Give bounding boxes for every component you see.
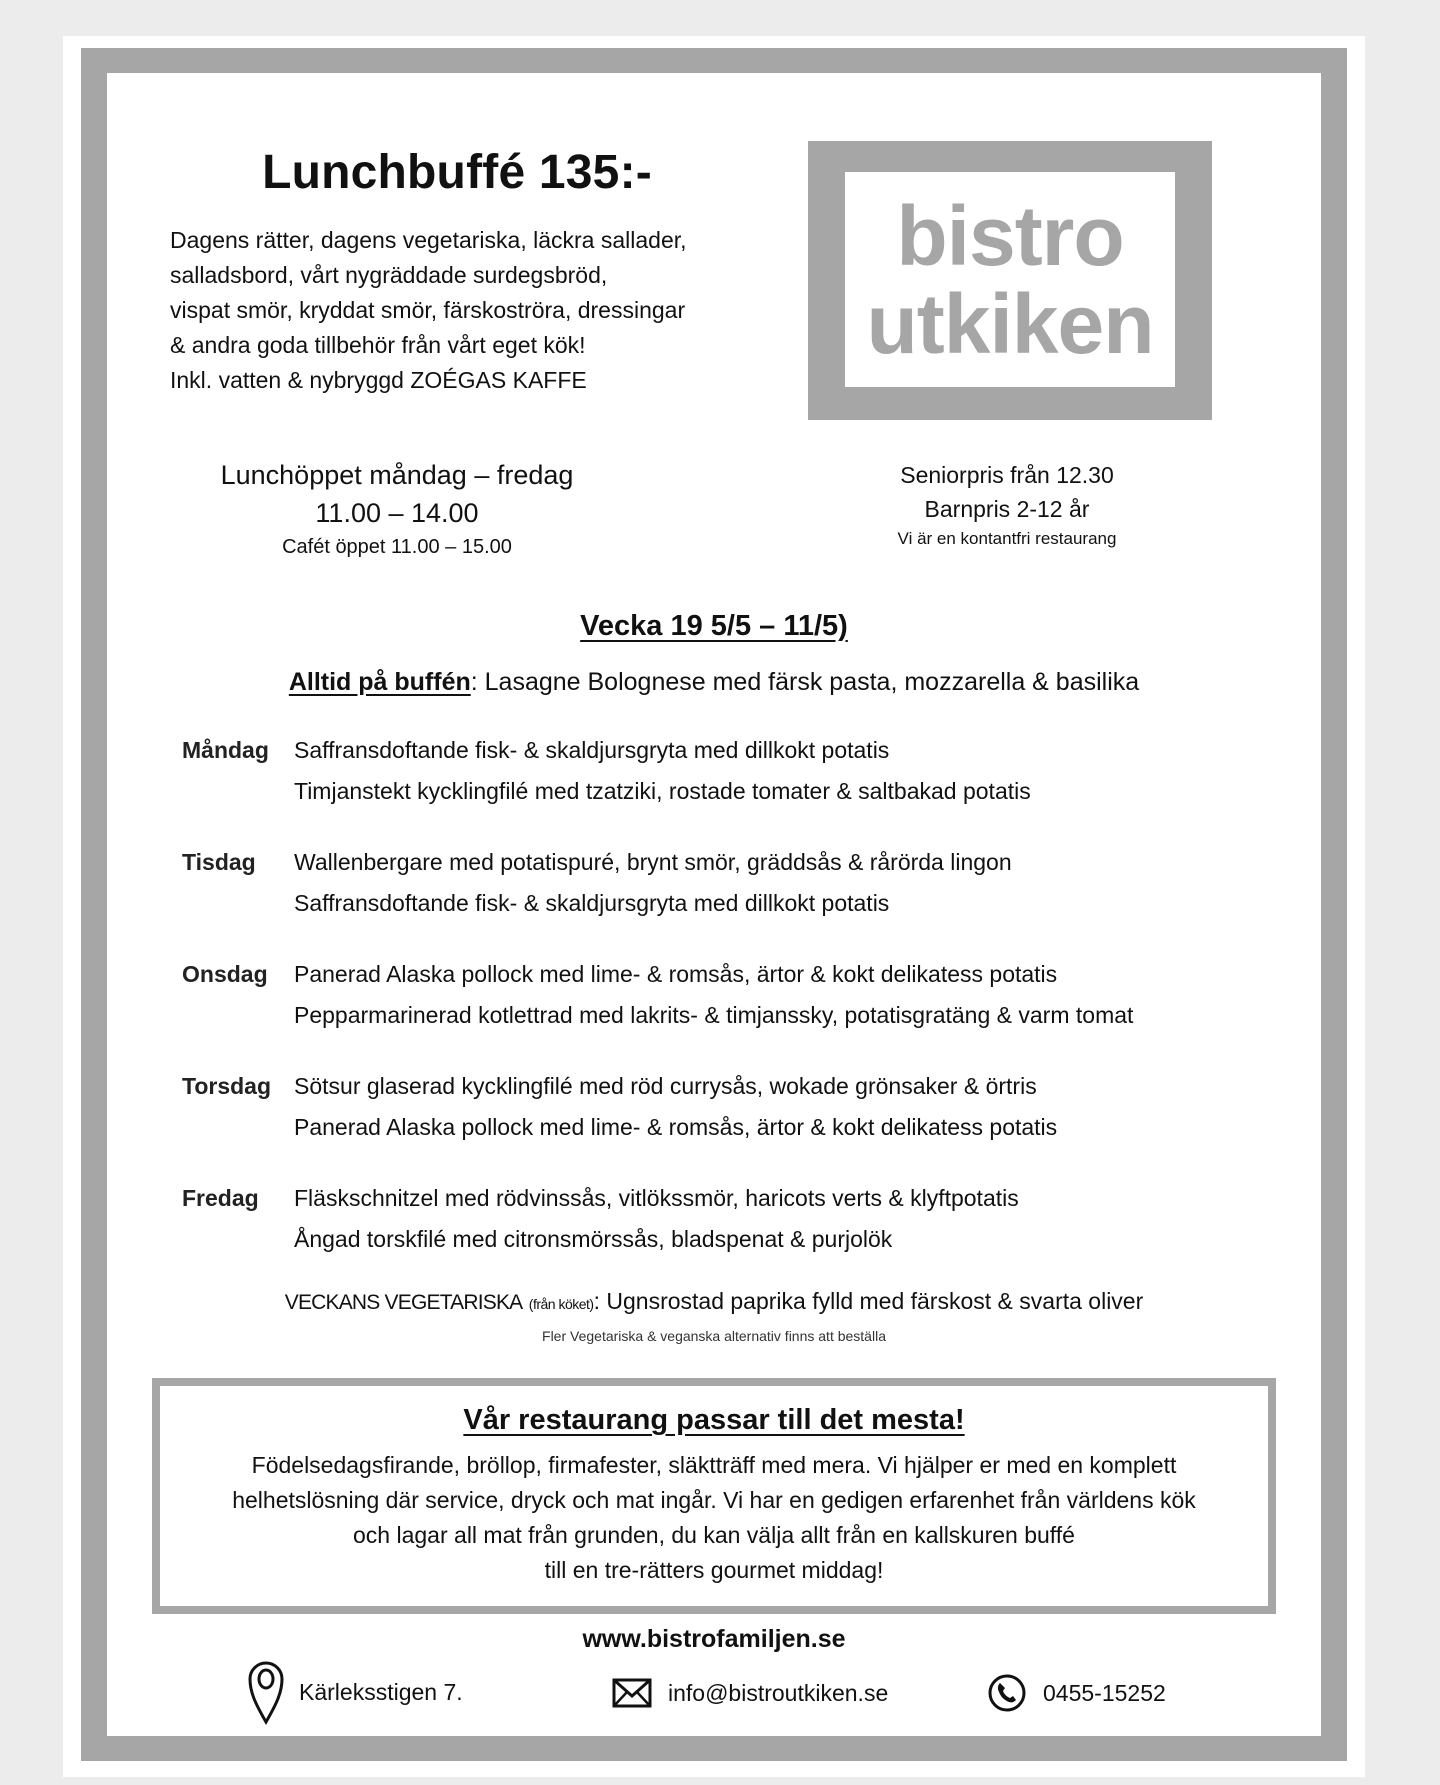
dish: Pepparmarinerad kotlettrad med lakrits- & timjanssky, potatisgratäng & varm tomat (294, 1002, 1134, 1028)
always-text: : Lasagne Bolognese med färsk pasta, mozzarella & basilika (470, 668, 1140, 696)
logo-line-1: bistro (896, 188, 1124, 283)
promo-line: helhetslösning där service, dryck och mat ingår. Vi har en gedigen erfarenhet från världens kök (232, 1487, 1196, 1513)
dish: Timjanstekt kycklingfilé med tzatziki, rostade tomater & saltbakad potatis (294, 778, 1031, 804)
child-price: Barnpris 2-12 år (924, 496, 1090, 522)
page-title: Lunchbuffé 135:- (262, 146, 652, 199)
vegetarian-note: Fler Vegetariska & veganska alternativ finns att beställa (542, 1328, 886, 1344)
day-name: Torsdag (182, 1073, 272, 1099)
day-name: Tisdag (182, 849, 256, 875)
day-name: Onsdag (182, 961, 268, 987)
menu-sheet (63, 36, 1365, 1777)
buffet-description (170, 223, 770, 398)
logo-inner (845, 172, 1175, 387)
lunch-time: 11.00 – 14.00 (315, 498, 479, 528)
senior-price: Seniorpris från 12.30 (900, 462, 1114, 488)
day-row-thursday (182, 1066, 1282, 1178)
vegetarian-label: VECKANS VEGETARISKA (284, 1291, 523, 1314)
day-row-tuesday (182, 842, 1282, 954)
day-row-monday (182, 730, 1282, 842)
cashless-note: Vi är en kontantfri restaurang (897, 529, 1117, 548)
week-label: Vecka 19 5/5 – 11/5) (580, 610, 848, 642)
intro-line: & andra goda tillbehör från vårt eget kök! (170, 332, 586, 358)
address (247, 1652, 463, 1732)
dish: Saffransdoftande fisk- & skaldjursgryta med dillkokt potatis (294, 737, 890, 763)
day-name: Fredag (182, 1185, 259, 1211)
intro-line: Dagens rätter, dagens vegetariska, läckra sallader, (170, 227, 687, 253)
promo-line: Födelsedagsfirande, bröllop, firmafester, släktträff med mera. Vi hjälper er med en komplett (251, 1452, 1177, 1478)
logo-line-2: utkiken (866, 276, 1154, 371)
email-text[interactable]: info@bistroutkiken.se (668, 1679, 889, 1706)
price-info (847, 458, 1167, 552)
vegetarian-dish: : Ugnsrostad paprika fylld med färskost & svarta oliver (593, 1288, 1144, 1314)
promo-title: Vår restaurang passar till det mesta! (463, 1404, 965, 1436)
intro-line: salladsbord, vårt nygräddade surdegsbröd, (170, 262, 608, 288)
opening-hours (177, 456, 617, 562)
day-row-wednesday (182, 954, 1282, 1066)
always-label: Alltid på buffén (288, 668, 471, 696)
promo-line: och lagar all mat från grunden, du kan välja allt från en kallskuren buffé (353, 1522, 1075, 1548)
week-heading (107, 610, 1321, 643)
address-text: Kärleksstigen 7. (299, 1678, 463, 1705)
envelope-icon (612, 1678, 652, 1708)
dish: Saffransdoftande fisk- & skaldjursgryta med dillkokt potatis (294, 890, 890, 916)
day-row-friday (182, 1178, 1282, 1290)
menu-content (107, 73, 1321, 1736)
phone-icon (987, 1673, 1027, 1713)
bistro-utkiken-logo (808, 141, 1212, 420)
website-link[interactable]: www.bistrofamiljen.se (582, 1625, 846, 1653)
phone[interactable] (987, 1671, 1166, 1715)
dish: Panerad Alaska pollock med lime- & romsås, ärtor & kokt delikatess potatis (294, 1114, 1058, 1140)
lunch-days: Lunchöppet måndag – fredag (220, 460, 574, 490)
vegetarian-sub: (från köket) (528, 1296, 594, 1312)
phone-text[interactable]: 0455-15252 (1043, 1679, 1166, 1706)
weekly-menu (182, 730, 1282, 1290)
dish: Fläskschnitzel med rödvinssås, vitlökssmör, haricots verts & klyftpotatis (294, 1185, 1019, 1211)
dish: Panerad Alaska pollock med lime- & romsås, ärtor & kokt delikatess potatis (294, 961, 1058, 987)
always-on-buffet (107, 668, 1321, 697)
location-pin-icon (247, 1659, 285, 1725)
promo-box (152, 1378, 1276, 1614)
weekly-vegetarian (107, 1288, 1321, 1315)
dish: Wallenbergare med potatispuré, brynt smör, gräddsås & rårörda lingon (294, 849, 1012, 875)
intro-line: Inkl. vatten & nybryggd ZOÉGAS KAFFE (170, 367, 587, 393)
intro-line: vispat smör, kryddat smör, färskoströra, dressingar (170, 297, 686, 323)
dish: Sötsur glaserad kycklingfilé med röd currysås, wokade grönsaker & örtris (294, 1073, 1037, 1099)
outer-frame (81, 48, 1347, 1761)
dish: Ångad torskfilé med citronsmörssås, bladspenat & purjolök (294, 1226, 893, 1252)
promo-inner (160, 1386, 1268, 1606)
promo-text (184, 1448, 1244, 1588)
day-name: Måndag (182, 737, 269, 763)
promo-line: till en tre-rätters gourmet middag! (544, 1557, 884, 1583)
email[interactable] (612, 1671, 888, 1715)
cafe-hours: Cafét öppet 11.00 – 15.00 (282, 536, 512, 558)
